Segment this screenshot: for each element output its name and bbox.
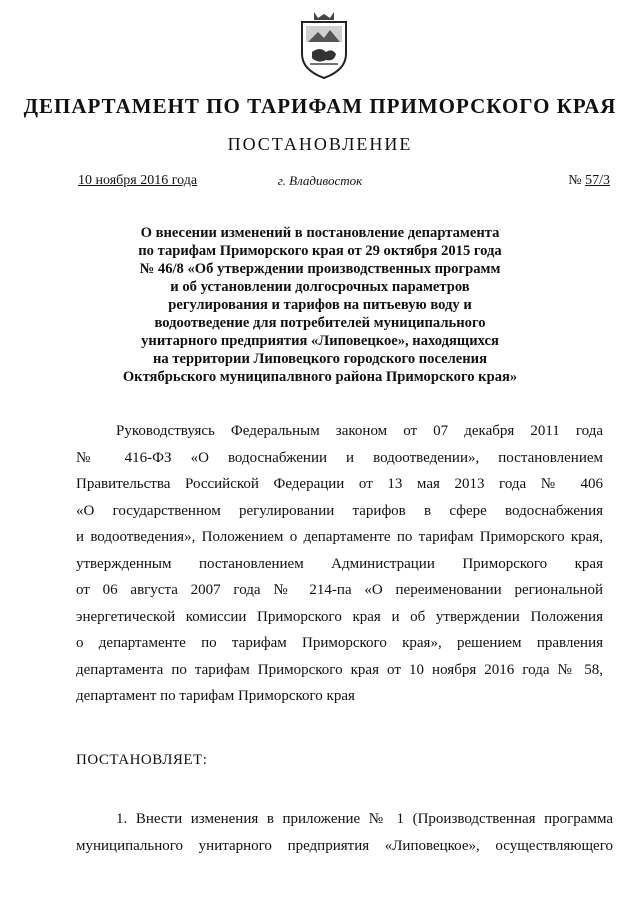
subject-line: регулирования и тарифов на питьевую воду и xyxy=(168,297,472,313)
preamble-paragraph xyxy=(76,418,603,710)
subject-line: на территории Липовецкого городского поселения xyxy=(153,351,487,367)
document-number xyxy=(568,173,610,189)
preamble-line: о департаменте по тарифам Приморского края», решением правления xyxy=(76,635,603,651)
subject-line: водоотведение для потребителей муниципального xyxy=(154,315,486,331)
resolve-heading: ПОСТАНОВЛЯЕТ: xyxy=(76,752,208,768)
point-1-line: муниципального унитарного предприятия «Липовецкое», осуществляющего xyxy=(76,838,613,854)
subject-line: и об установлении долгосрочных параметров xyxy=(170,279,470,295)
subject-line: унитарного предприятия «Липовецкое», находящихся xyxy=(141,333,499,349)
preamble-line: № 416-ФЗ «О водоснабжении и водоотведении», постановлением xyxy=(76,449,603,466)
preamble-line: «О государственном регулировании тарифов в сфере водоснабжения xyxy=(76,502,603,519)
subject-line: № 46/8 «Об утверждении производственных программ xyxy=(139,261,501,277)
preamble-line: департамент по тарифам Приморского края xyxy=(76,688,355,704)
preamble-line: энергетической комиссии Приморского края и об утверждении Положения xyxy=(76,608,603,625)
preamble-line: от 06 августа 2007 года № 214-па «О переименовании региональной xyxy=(76,582,603,598)
subject-line: по тарифам Приморского края от 29 октября 2015 года xyxy=(138,243,502,259)
document-city: г. Владивосток xyxy=(277,173,363,188)
point-1-paragraph xyxy=(76,806,613,860)
preamble-line: Руководствуясь Федеральным законом от 07 декабря 2011 года xyxy=(116,423,603,439)
document-date: 10 ноября 2016 года xyxy=(78,173,198,188)
preamble-line: и водоотведения», Положением о департаменте по тарифам Приморского края, xyxy=(76,529,603,545)
coat-of-arms-icon xyxy=(296,8,352,80)
department-title: ДЕПАРТАМЕНТ ПО ТАРИФАМ ПРИМОРСКОГО КРАЯ xyxy=(23,94,617,118)
number-prefix: № xyxy=(568,173,582,188)
preamble-line: департамента по тарифам Приморского края от 10 ноября 2016 года № 58, xyxy=(76,661,603,678)
point-1-line: 1. Внести изменения в приложение № 1 (Производственная программа xyxy=(116,811,613,827)
subject-line: Октябрьского муниципалвного района Приморского края» xyxy=(122,369,518,385)
preamble-line: утвержденным постановлением Администрации Приморского края xyxy=(76,555,603,572)
subject-line: О внесении изменений в постановление департамента xyxy=(140,225,500,241)
number-value: 57/3 xyxy=(585,173,610,188)
preamble-line: Правительства Российской Федерации от 13 мая 2013 года № 406 xyxy=(76,476,603,492)
document-subject xyxy=(40,224,600,386)
document-type: ПОСТАНОВЛЕНИЕ xyxy=(227,134,413,154)
